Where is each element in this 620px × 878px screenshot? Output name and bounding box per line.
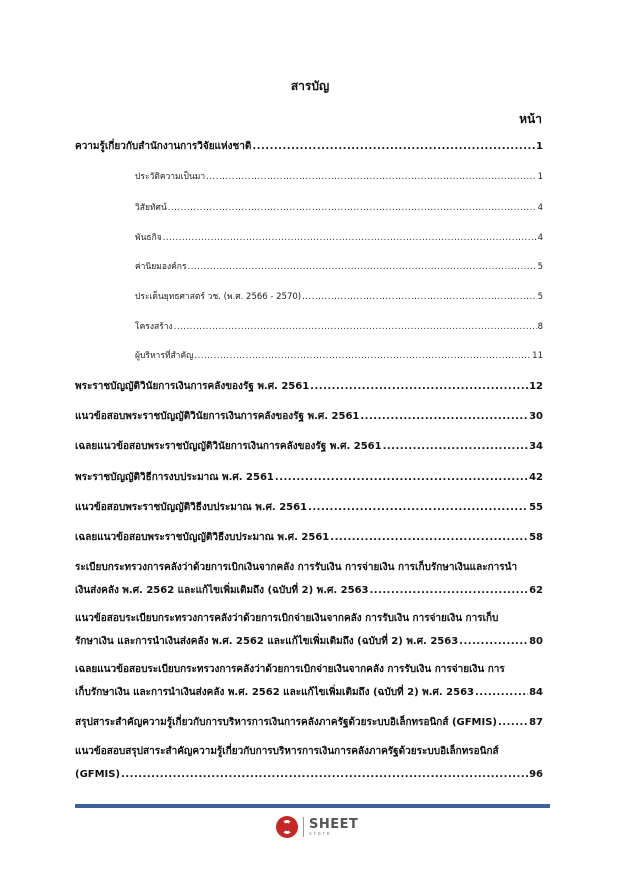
footer-divider [75,804,550,808]
toc-entry-line1[interactable]: ระเบียบกระทรวงการคลังว่าด้วยการเบิกเงินจากคลัง การรับเงิน การจ่ายเงิน การเก็บรักษาเงินและการนำ [75,562,518,573]
toc-entry[interactable]: พระราชบัญญัติวิธีการงบประมาณ พ.ศ. 2561 ..... 42 [75,471,543,485]
toc-subentry[interactable]: พันธกิจ ..... 4 [135,231,543,245]
logo-sub-text: store [309,830,332,837]
toc-entry[interactable]: สรุปสาระสำคัญความรู้เกี่ยวกับการบริหารการเงินการคลังภาครัฐด้วยระบบอิเล็กทรอนิกส์ (GFMIS) ..... 87 [75,716,543,730]
toc-entry-line1[interactable]: แนวข้อสอบสรุปสาระสำคัญความรู้เกี่ยวกับการบริหารการเงินการคลังภาครัฐด้วยระบบอิเล็กทรอนิกส์ [75,746,499,757]
toc-entry[interactable]: รักษาเงิน และการนำเงินส่งคลัง พ.ศ. 2562 และแก้ไขเพิ่มเติมถึง (ฉบับที่ 2) พ.ศ. 2563 ..... 80 [75,635,543,649]
sheet-store-logo [276,816,358,838]
toc-entry[interactable]: ความรู้เกี่ยวกับสำนักงานการวิจัยแห่งชาติ ..... 1 [75,140,543,154]
toc-entry-line1[interactable]: แนวข้อสอบระเบียบกระทรวงการคลังว่าด้วยการเบิกจ่ายเงินจากคลัง การรับเงิน การจ่ายเงิน การเก็บ [75,613,499,624]
logo-wordmark [309,818,358,837]
logo-separator [303,817,304,837]
toc-entry[interactable]: พระราชบัญญัติวินัยการเงินการคลังของรัฐ พ.ศ. 2561 ..... 12 [75,380,543,394]
toc-subentry[interactable]: ผู้บริหารที่สำคัญ ..... 11 [135,349,543,363]
toc-entry[interactable]: แนวข้อสอบพระราชบัญญัติวินัยการเงินการคลังของรัฐ พ.ศ. 2561 ..... 30 [75,410,543,424]
page-title: สารบัญ [290,79,330,93]
toc-subentry[interactable]: ประเด็นยุทธศาสตร์ วช. (พ.ศ. 2566 - 2570) ..... 5 [135,290,543,304]
toc-subentry[interactable]: ค่านิยมองค์กร ..... 5 [135,260,543,274]
toc-entry[interactable]: เฉลยแนวข้อสอบพระราชบัญญัติวิธีงบประมาณ พ.ศ. 2561 ..... 58 [75,531,543,545]
toc-entry[interactable]: เก็บรักษาเงิน และการนำเงินส่งคลัง พ.ศ. 2562 และแก้ไขเพิ่มเติมถึง (ฉบับที่ 2) พ.ศ. 2563 ..... 84 [75,686,543,700]
page-column-label: หน้า [519,112,542,126]
toc-entry[interactable]: แนวข้อสอบพระราชบัญญัติวิธีงบประมาณ พ.ศ. 2561 ..... 55 [75,501,543,515]
logo-s-icon [276,816,298,838]
toc-entry[interactable]: (GFMIS) ..... 96 [75,768,543,782]
toc-entry[interactable]: เงินส่งคลัง พ.ศ. 2562 และแก้ไขเพิ่มเติมถึง (ฉบับที่ 2) พ.ศ. 2563 ..... 62 [75,584,543,598]
toc-subentry[interactable]: วิสัยทัศน์ ..... 4 [135,201,543,215]
logo-main-text: SHEET [309,816,359,832]
toc-subentry[interactable]: โครงสร้าง ..... 8 [135,320,543,334]
toc-entry-line1[interactable]: เฉลยแนวข้อสอบระเบียบกระทรวงการคลังว่าด้วยการเบิกจ่ายเงินจากคลัง การรับเงิน การจ่ายเงิน การ [75,664,505,675]
toc-entry[interactable]: เฉลยแนวข้อสอบพระราชบัญญัติวินัยการเงินการคลังของรัฐ พ.ศ. 2561 ..... 34 [75,440,543,454]
toc-subentry[interactable]: ประวัติความเป็นมา ..... 1 [135,170,543,184]
